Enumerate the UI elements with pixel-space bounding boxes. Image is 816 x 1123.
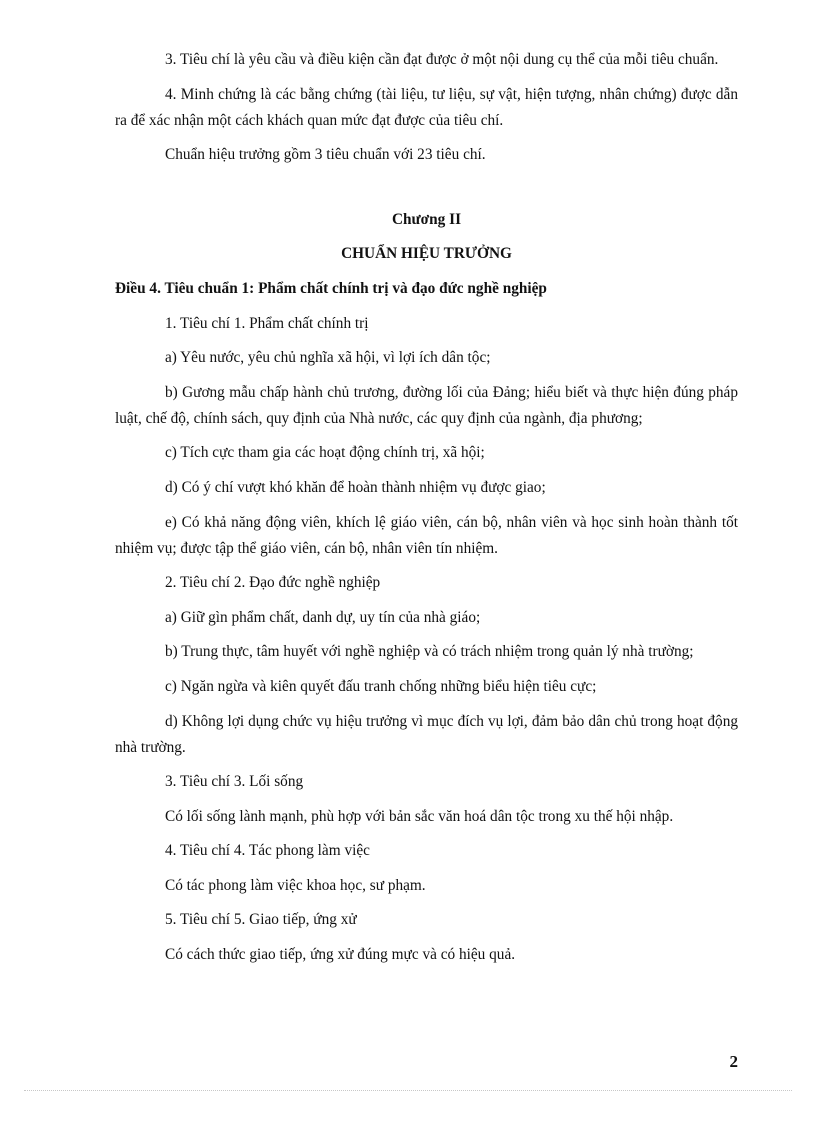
list-item: d) Có ý chí vượt khó khăn để hoàn thành nhiệm vụ được giao; [165, 478, 546, 496]
list-item: b) Trung thực, tâm huyết với nghề nghiệp và có trách nhiệm trong quản lý nhà trường; [165, 643, 694, 661]
page-number: 2 [729, 1052, 738, 1071]
page-content [115, 47, 738, 977]
criterion-heading: 4. Tiêu chí 4. Tác phong làm việc [165, 842, 370, 860]
chapter-number: Chương II [391, 210, 462, 228]
list-item: e) Có khả năng động viên, khích lệ giáo viên, cán bộ, nhân viên và học sinh hoàn thành tốt nhiệm vụ; được tập thể giáo viên, cán bộ, nhân viên tín nhiệm. [115, 513, 738, 557]
chapter-title: CHUẨN HIỆU TRƯỞNG [341, 245, 512, 263]
paragraph: Có tác phong làm việc khoa học, sư phạm. [165, 876, 426, 894]
list-item: c) Ngăn ngừa và kiên quyết đấu tranh chống những biểu hiện tiêu cực; [165, 677, 597, 695]
spacer [115, 177, 738, 207]
list-item: d) Không lợi dụng chức vụ hiệu trưởng vì mục đích vụ lợi, đảm bảo dân chủ trong hoạt động nhà trường. [115, 712, 738, 756]
paragraph: Chuẩn hiệu trưởng gồm 3 tiêu chuẩn với 23 tiêu chí. [165, 146, 486, 164]
paragraph: Có cách thức giao tiếp, ứng xử đúng mực và có hiệu quả. [165, 946, 516, 964]
list-item: c) Tích cực tham gia các hoạt động chính trị, xã hội; [165, 444, 485, 462]
criterion-heading: 5. Tiêu chí 5. Giao tiếp, ứng xử [165, 911, 357, 929]
footer-divider [24, 1090, 792, 1091]
criterion-heading: 2. Tiêu chí 2. Đạo đức nghề nghiệp [165, 574, 381, 592]
criterion-heading: 1. Tiêu chí 1. Phẩm chất chính trị [165, 314, 369, 332]
list-item: a) Giữ gìn phẩm chất, danh dự, uy tín của nhà giáo; [165, 608, 481, 626]
article-heading: Điều 4. Tiêu chuẩn 1: Phẩm chất chính trị và đạo đức nghề nghiệp [115, 279, 547, 297]
list-item: b) Gương mẫu chấp hành chủ trương, đường lối của Đảng; hiểu biết và thực hiện đúng pháp luật, chế độ, chính sách, quy định của Nhà nước, các quy định của ngành, địa phương; [115, 383, 738, 427]
list-item: a) Yêu nước, yêu chủ nghĩa xã hội, vì lợi ích dân tộc; [165, 349, 491, 367]
paragraph: 3. Tiêu chí là yêu cầu và điều kiện cần đạt được ở một nội dung cụ thể của mỗi tiêu chuẩn. [165, 51, 719, 68]
paragraph: 4. Minh chứng là các bằng chứng (tài liệu, tư liệu, sự vật, hiện tượng, nhân chứng) được dẫn ra để xác nhận một cách khách quan mức đạt được của tiêu chí. [115, 85, 738, 129]
criterion-heading: 3. Tiêu chí 3. Lối sống [165, 773, 304, 791]
paragraph: Có lối sống lành mạnh, phù hợp với bản sắc văn hoá dân tộc trong xu thế hội nhập. [165, 807, 674, 825]
